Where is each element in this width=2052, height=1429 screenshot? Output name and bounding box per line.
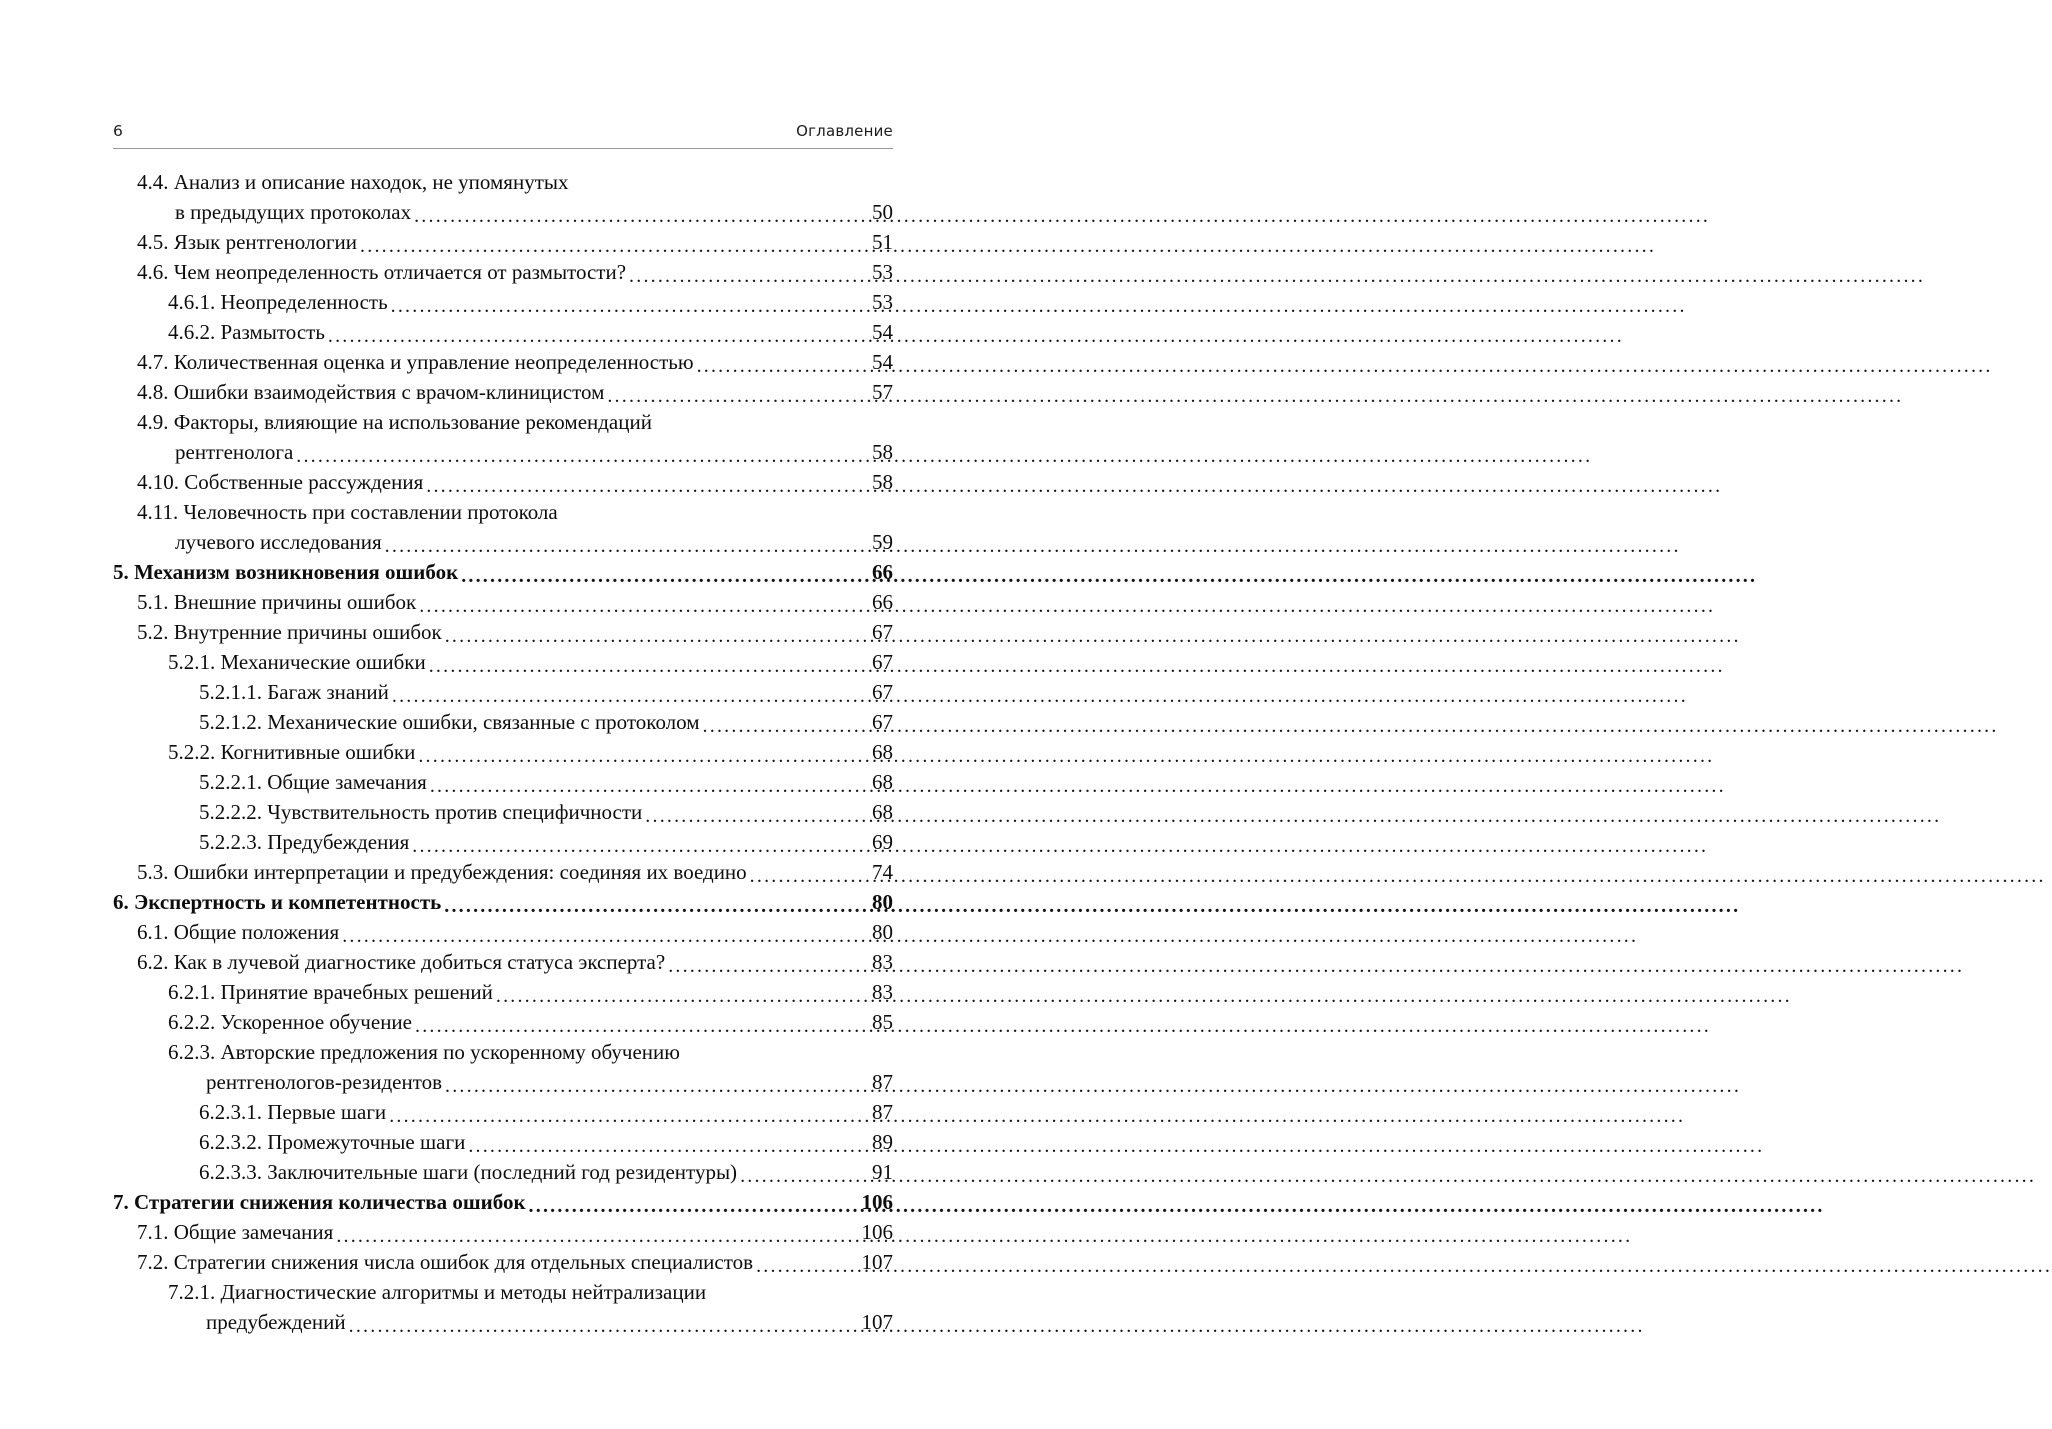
toc-dot-leader	[385, 536, 861, 557]
toc-entry[interactable]	[113, 167, 893, 197]
toc-entry-label: предубеждений	[206, 1310, 346, 1334]
toc-entry[interactable]	[113, 707, 893, 737]
toc-entry[interactable]	[113, 527, 893, 557]
toc-entry[interactable]	[113, 1157, 893, 1187]
toc-entry-label: 4.8. Ошибки взаимодействия с врачом-клиницистом	[137, 380, 605, 404]
toc-entry[interactable]	[113, 1067, 893, 1097]
toc-entry-page-number: 66	[872, 560, 893, 584]
toc-entry-page-number: 69	[872, 830, 893, 854]
toc-dot-leader	[645, 806, 861, 827]
toc-entry[interactable]	[113, 737, 893, 767]
toc-entry-page-number: 67	[872, 680, 893, 704]
toc-entry[interactable]	[113, 1247, 893, 1277]
toc-entry-label: 4.11. Человечность при составлении протокола	[137, 500, 558, 524]
toc-dot-leader	[740, 1166, 861, 1187]
toc-dot-leader	[668, 956, 861, 977]
toc-entry-page-number: 80	[872, 890, 893, 914]
toc-entry[interactable]	[113, 647, 893, 677]
toc-entry-label: 7.2.1. Диагностические алгоритмы и методы нейтрализации	[168, 1280, 707, 1304]
toc-entry[interactable]	[113, 767, 893, 797]
toc-dot-leader	[426, 476, 861, 497]
toc-entry-label: в предыдущих протоколах	[175, 200, 412, 224]
toc-entry[interactable]	[113, 1307, 893, 1337]
toc-entry[interactable]	[113, 857, 893, 887]
toc-entry[interactable]	[113, 557, 893, 587]
toc-dot-leader	[697, 356, 861, 377]
toc-dot-leader	[429, 656, 861, 677]
toc-entry[interactable]	[113, 197, 893, 227]
toc-dot-leader	[444, 896, 861, 917]
toc-entry-label: 4.10. Собственные рассуждения	[137, 470, 424, 494]
toc-entry-page-number: 54	[872, 350, 893, 374]
toc-entry-label: 4.6.1. Неопределенность	[168, 290, 388, 314]
running-head-title: Оглавление	[796, 122, 893, 140]
document-page	[0, 0, 1000, 1429]
toc-entry-label: 4.5. Язык рентгенологии	[137, 230, 358, 254]
toc-entry-label: 7. Стратегии снижения количества ошибок	[113, 1190, 526, 1214]
toc-entry-label: 5.2.2.1. Общие замечания	[199, 770, 427, 794]
running-head-rule	[113, 148, 893, 149]
toc-entry-label: 6.1. Общие положения	[137, 920, 340, 944]
toc-dot-leader	[703, 716, 861, 737]
toc-entry-label: 4.4. Анализ и описание находок, не упомянутых	[137, 170, 569, 194]
toc-dot-leader	[391, 296, 861, 317]
toc-dot-leader	[296, 446, 861, 467]
toc-dot-leader	[360, 236, 861, 257]
toc-entry-label: 6.2.3.2. Промежуточные шаги	[199, 1130, 466, 1154]
toc-entry-label: 5.2.1.2. Механические ошибки, связанные с протоколом	[199, 710, 700, 734]
toc-entry-label: 6.2.3.1. Первые шаги	[199, 1100, 387, 1124]
toc-dot-leader	[414, 206, 861, 227]
toc-entry-page-number: 87	[872, 1100, 893, 1124]
toc-entry-page-number: 106	[861, 1220, 893, 1244]
toc-entry[interactable]	[113, 977, 893, 1007]
toc-dot-leader	[468, 1136, 861, 1157]
table-of-contents	[113, 167, 893, 1337]
running-head	[113, 122, 893, 140]
toc-dot-leader	[629, 266, 861, 287]
toc-entry-label: 4.9. Факторы, влияющие на использование рекомендаций	[137, 410, 652, 434]
toc-entry-page-number: 67	[872, 650, 893, 674]
toc-dot-leader	[336, 1226, 859, 1247]
toc-entry[interactable]	[113, 227, 893, 257]
toc-entry-page-number: 68	[872, 800, 893, 824]
toc-entry-label: 5.2.2. Когнитивные ошибки	[168, 740, 416, 764]
toc-entry-label: 4.6.2. Размытость	[168, 320, 325, 344]
toc-entry[interactable]	[113, 377, 893, 407]
toc-entry[interactable]	[113, 887, 893, 917]
toc-entry-label: 7.2. Стратегии снижения числа ошибок для отдельных специалистов	[137, 1250, 754, 1274]
toc-entry-label: 6.2.1. Принятие врачебных решений	[168, 980, 493, 1004]
toc-entry-page-number: 91	[872, 1160, 893, 1184]
toc-entry-page-number: 51	[872, 230, 893, 254]
toc-entry[interactable]	[113, 1127, 893, 1157]
toc-dot-leader	[392, 686, 861, 707]
toc-entry-page-number: 57	[872, 380, 893, 404]
toc-dot-leader	[756, 1256, 859, 1277]
toc-dot-leader	[529, 1196, 860, 1217]
toc-entry-page-number: 50	[872, 200, 893, 224]
toc-entry-label: лучевого исследования	[175, 530, 382, 554]
toc-entry-label: 6. Экспертность и компетентность	[113, 890, 442, 914]
toc-entry[interactable]	[113, 467, 893, 497]
toc-entry-label: 5. Механизм возникновения ошибок	[113, 560, 459, 584]
toc-entry-label: рентгенологов-резидентов	[206, 1070, 443, 1094]
toc-entry-label: 5.2.2.3. Предубеждения	[199, 830, 410, 854]
toc-dot-leader	[607, 386, 861, 407]
toc-dot-leader	[445, 626, 861, 647]
toc-entry[interactable]	[113, 917, 893, 947]
toc-entry-page-number: 107	[861, 1250, 893, 1274]
toc-dot-leader	[415, 1016, 861, 1037]
toc-entry-page-number: 106	[861, 1190, 893, 1214]
toc-entry-label: 6.2.2. Ускоренное обучение	[168, 1010, 412, 1034]
page-number: 6	[113, 122, 124, 140]
toc-dot-leader	[750, 866, 861, 887]
toc-entry-page-number: 74	[872, 860, 893, 884]
toc-entry-label: 5.2.2.2. Чувствительность против специфичности	[199, 800, 643, 824]
toc-entry-page-number: 54	[872, 320, 893, 344]
toc-dot-leader	[461, 566, 861, 587]
toc-entry-page-number: 67	[872, 620, 893, 644]
toc-entry-label: 6.2. Как в лучевой диагностике добиться статуса эксперта?	[137, 950, 666, 974]
toc-entry-label: 5.2.1.1. Багаж знаний	[199, 680, 389, 704]
toc-entry-label: 4.7. Количественная оценка и управление неопределенностью	[137, 350, 694, 374]
toc-entry[interactable]	[113, 587, 893, 617]
toc-dot-leader	[496, 986, 861, 1007]
toc-entry-label: 5.1. Внешние причины ошибок	[137, 590, 417, 614]
toc-entry-page-number: 68	[872, 770, 893, 794]
toc-entry[interactable]	[113, 407, 893, 437]
toc-entry-page-number: 83	[872, 950, 893, 974]
toc-entry-page-number: 85	[872, 1010, 893, 1034]
toc-entry[interactable]	[113, 257, 893, 287]
toc-entry[interactable]	[113, 617, 893, 647]
toc-entry[interactable]	[113, 797, 893, 827]
toc-entry-label: рентгенолога	[175, 440, 294, 464]
toc-entry[interactable]	[113, 1187, 893, 1217]
toc-entry-page-number: 89	[872, 1130, 893, 1154]
toc-entry-page-number: 83	[872, 980, 893, 1004]
toc-entry-label: 5.2. Внутренние причины ошибок	[137, 620, 442, 644]
toc-entry[interactable]	[113, 347, 893, 377]
toc-entry[interactable]	[113, 1037, 893, 1067]
toc-entry[interactable]	[113, 1217, 893, 1247]
toc-dot-leader	[430, 776, 861, 797]
toc-entry-page-number: 58	[872, 440, 893, 464]
toc-entry-label: 7.1. Общие замечания	[137, 1220, 334, 1244]
toc-dot-leader	[342, 926, 861, 947]
toc-dot-leader	[349, 1316, 860, 1337]
toc-dot-leader	[445, 1076, 861, 1097]
toc-entry-page-number: 107	[861, 1310, 893, 1334]
toc-entry-page-number: 87	[872, 1070, 893, 1094]
toc-entry[interactable]	[113, 1007, 893, 1037]
toc-entry-label: 4.6. Чем неопределенность отличается от размытости?	[137, 260, 627, 284]
toc-entry-page-number: 68	[872, 740, 893, 764]
toc-entry-page-number: 53	[872, 290, 893, 314]
toc-dot-leader	[419, 596, 861, 617]
toc-entry[interactable]	[113, 827, 893, 857]
toc-entry[interactable]	[113, 1097, 893, 1127]
toc-dot-leader	[418, 746, 861, 767]
toc-entry[interactable]	[113, 1277, 893, 1307]
toc-entry-label: 6.2.3.3. Заключительные шаги (последний год резидентуры)	[199, 1160, 738, 1184]
toc-entry-page-number: 66	[872, 590, 893, 614]
toc-entry-label: 5.2.1. Механические ошибки	[168, 650, 426, 674]
toc-entry-page-number: 58	[872, 470, 893, 494]
toc-entry[interactable]	[113, 437, 893, 467]
toc-entry-page-number: 59	[872, 530, 893, 554]
toc-entry[interactable]	[113, 497, 893, 527]
toc-entry-label: 6.2.3. Авторские предложения по ускоренному обучению	[168, 1040, 680, 1064]
toc-entry[interactable]	[113, 677, 893, 707]
toc-entry-page-number: 80	[872, 920, 893, 944]
toc-dot-leader	[389, 1106, 861, 1127]
toc-entry[interactable]	[113, 317, 893, 347]
toc-entry[interactable]	[113, 287, 893, 317]
toc-entry-label: 5.3. Ошибки интерпретации и предубеждения: соединяя их воедино	[137, 860, 747, 884]
toc-dot-leader	[412, 836, 861, 857]
toc-entry-page-number: 53	[872, 260, 893, 284]
toc-entry[interactable]	[113, 947, 893, 977]
toc-dot-leader	[328, 326, 861, 347]
toc-entry-page-number: 67	[872, 710, 893, 734]
